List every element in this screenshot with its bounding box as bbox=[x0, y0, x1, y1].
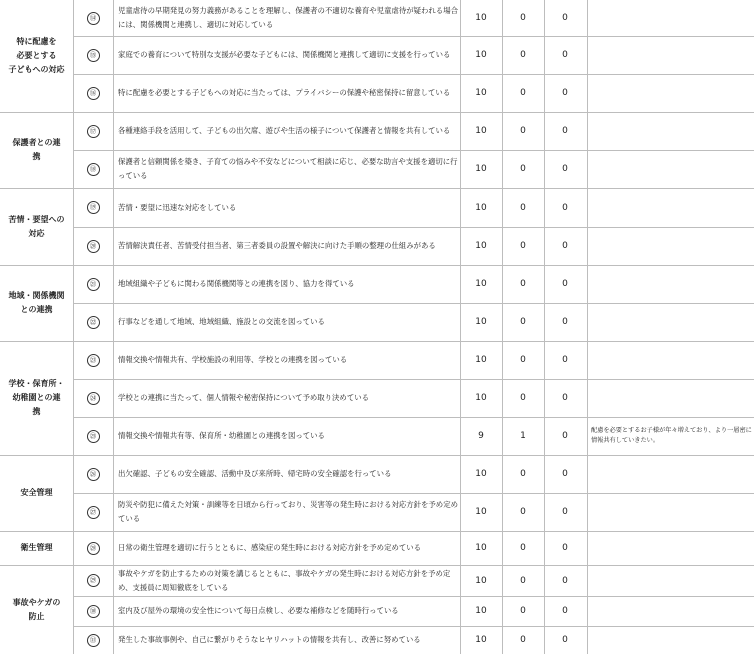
count-no: 0 bbox=[520, 126, 526, 136]
item-number bbox=[74, 36, 112, 74]
count-unknown: 0 bbox=[562, 469, 568, 479]
count-yes: 10 bbox=[475, 126, 487, 136]
count-unknown: 0 bbox=[562, 50, 568, 60]
item-number-text: ⑱ bbox=[87, 163, 100, 176]
item-text: 室内及び屋外の環境の安全性について毎日点検し、必要な補修などを随時行っている bbox=[118, 606, 399, 615]
comment-cell bbox=[591, 0, 754, 36]
item-number-text: ㉓ bbox=[87, 354, 100, 367]
count-yes: 10 bbox=[475, 317, 487, 327]
item-text: 出欠確認、子どもの安全確認、活動中及び来所時、帰宅時の安全確認を行っている bbox=[118, 469, 392, 478]
comment-cell bbox=[591, 455, 754, 493]
comment-cell bbox=[591, 188, 754, 227]
item-number bbox=[74, 596, 112, 626]
item-number bbox=[74, 565, 112, 596]
count-unknown: 0 bbox=[562, 606, 568, 616]
count-no: 0 bbox=[520, 469, 526, 479]
count-yes: 10 bbox=[475, 635, 487, 645]
item-text: 行事などを通して地域、地域組織、施設との交流を図っている bbox=[118, 317, 325, 326]
item-number bbox=[74, 303, 112, 341]
item-number-text: ⑭ bbox=[87, 12, 100, 25]
item-number bbox=[74, 531, 112, 565]
comment-cell bbox=[591, 36, 754, 74]
count-unknown: 0 bbox=[562, 88, 568, 98]
count-no: 0 bbox=[520, 317, 526, 327]
count-unknown: 0 bbox=[562, 13, 568, 23]
item-number-text: ㉒ bbox=[87, 316, 100, 329]
item-number bbox=[74, 188, 112, 227]
item-number-text: ⑰ bbox=[87, 125, 100, 138]
item-text: 各種連絡手段を活用して、子どもの出欠席、遊びや生活の様子について保護者と情報を共有している bbox=[118, 126, 451, 135]
count-yes: 10 bbox=[475, 469, 487, 479]
comment-cell bbox=[591, 596, 754, 626]
item-number bbox=[74, 0, 112, 36]
item-number-text: ㉛ bbox=[87, 634, 100, 647]
item-text: 家庭での養育について特別な支援が必要な子どもには、関係機関と連携して適切に支援を行っている bbox=[118, 50, 451, 59]
count-no: 0 bbox=[520, 50, 526, 60]
category-label: 苦情・要望への 対応 bbox=[8, 214, 65, 238]
count-no: 0 bbox=[520, 575, 526, 586]
comment-cell bbox=[591, 379, 754, 417]
comment-cell bbox=[591, 303, 754, 341]
category-label: 保護者との連 携 bbox=[12, 138, 61, 161]
item-text: 特に配慮を必要とする子どもへの対応に当たっては、プライバシーの保護や秘密保持に留意している bbox=[118, 88, 451, 97]
item-text: 情報交換や情報共有等、保育所・幼稚園との連携を図っている bbox=[118, 431, 325, 440]
comment-cell bbox=[591, 74, 754, 112]
item-number bbox=[74, 150, 112, 188]
comment-cell bbox=[591, 341, 754, 379]
count-yes: 10 bbox=[475, 279, 487, 289]
item-text: 苦情解決責任者、苦情受付担当者、第三者委員の設置や解決に向けた手順の整理の仕組みがある bbox=[118, 241, 436, 250]
count-unknown: 0 bbox=[562, 575, 568, 586]
item-number-text: ⑯ bbox=[87, 87, 100, 100]
item-number bbox=[74, 341, 112, 379]
count-unknown: 0 bbox=[562, 317, 568, 327]
count-yes: 10 bbox=[475, 355, 487, 365]
comment-cell bbox=[591, 493, 754, 531]
count-yes: 10 bbox=[475, 13, 487, 23]
count-yes: 10 bbox=[475, 241, 487, 251]
count-no: 0 bbox=[520, 202, 526, 213]
count-unknown: 0 bbox=[562, 543, 568, 553]
count-yes: 10 bbox=[475, 50, 487, 60]
count-unknown: 0 bbox=[562, 431, 568, 441]
item-number-text: ⑳ bbox=[87, 240, 100, 253]
count-no: 0 bbox=[520, 606, 526, 616]
item-number-text: ⑮ bbox=[87, 49, 100, 62]
count-yes: 10 bbox=[475, 575, 487, 586]
item-number-text: ㉖ bbox=[87, 468, 100, 481]
count-unknown: 0 bbox=[562, 279, 568, 289]
count-no: 0 bbox=[520, 507, 526, 517]
comment-cell bbox=[591, 565, 754, 596]
item-text: 発生した事故事例や、自己に繋がりそうなヒヤリハットの情報を共有し、改善に努めている bbox=[118, 635, 421, 644]
item-text: 地域組織や子どもに関わる関係機関等との連携を図り、協力を得ている bbox=[118, 279, 355, 288]
count-yes: 10 bbox=[475, 202, 487, 213]
item-number-text: ㉗ bbox=[87, 506, 100, 519]
category-label: 衛生管理 bbox=[20, 543, 53, 552]
comment-cell bbox=[591, 227, 754, 265]
item-number bbox=[74, 455, 112, 493]
item-number-text: ㉑ bbox=[87, 278, 100, 291]
item-number bbox=[74, 417, 112, 455]
item-text: 事故やケガを防止するための対策を講じるとともに、事故やケガの発生時における対応方針を予め定め、支援員に周知徹底をしている bbox=[118, 568, 451, 592]
comment-cell bbox=[591, 265, 754, 303]
category-label: 学校・保育所・ 幼稚園との連 携 bbox=[8, 379, 65, 416]
item-number-text: ㉘ bbox=[87, 542, 100, 555]
count-yes: 9 bbox=[478, 431, 484, 441]
grid-line bbox=[587, 0, 588, 654]
grid-line bbox=[113, 0, 114, 654]
category-label: 安全管理 bbox=[20, 488, 53, 497]
item-number bbox=[74, 379, 112, 417]
comment-cell bbox=[591, 150, 754, 188]
count-unknown: 0 bbox=[562, 202, 568, 213]
count-no: 0 bbox=[520, 355, 526, 365]
count-yes: 10 bbox=[475, 606, 487, 616]
count-no: 0 bbox=[520, 88, 526, 98]
item-number bbox=[74, 112, 112, 150]
item-text: 防災や防犯に備えた対策・訓練等を日頃から行っており、災害等の発生時における対応方針を予め定めている bbox=[118, 500, 458, 523]
count-no: 0 bbox=[520, 164, 526, 174]
item-number bbox=[74, 265, 112, 303]
count-no: 1 bbox=[520, 431, 526, 441]
comment-cell bbox=[591, 112, 754, 150]
item-number-text: ㉔ bbox=[87, 392, 100, 405]
count-unknown: 0 bbox=[562, 507, 568, 517]
count-yes: 10 bbox=[475, 507, 487, 517]
comment-cell bbox=[591, 626, 754, 654]
count-unknown: 0 bbox=[562, 164, 568, 174]
count-yes: 10 bbox=[475, 88, 487, 98]
count-yes: 10 bbox=[475, 543, 487, 553]
category-label: 事故やケガの 防止 bbox=[12, 597, 61, 621]
count-unknown: 0 bbox=[562, 355, 568, 365]
count-unknown: 0 bbox=[562, 393, 568, 403]
item-number bbox=[74, 227, 112, 265]
count-no: 0 bbox=[520, 279, 526, 289]
count-no: 0 bbox=[520, 13, 526, 23]
item-number bbox=[74, 493, 112, 531]
category-label: 特に配慮を 必要とする 子どもへの対応 bbox=[8, 37, 65, 74]
item-text: 児童虐待の早期発見の努力義務があることを理解し、保護者の不適切な養育や児童虐待が疑われる場合には、関係機関と連携し、適切に対応している bbox=[118, 6, 458, 29]
count-unknown: 0 bbox=[562, 635, 568, 645]
count-no: 0 bbox=[520, 543, 526, 553]
count-unknown: 0 bbox=[562, 126, 568, 136]
category-label: 地域・関係機関 との連携 bbox=[8, 291, 65, 314]
item-text: 情報交換や情報共有、学校施設の利用等、学校との連携を図っている bbox=[118, 355, 348, 364]
count-yes: 10 bbox=[475, 164, 487, 174]
count-unknown: 0 bbox=[562, 241, 568, 251]
item-number-text: ㉚ bbox=[87, 605, 100, 618]
item-number bbox=[74, 74, 112, 112]
count-no: 0 bbox=[520, 241, 526, 251]
item-number bbox=[74, 626, 112, 654]
item-number-text: ㉙ bbox=[87, 574, 100, 587]
comment-cell bbox=[591, 531, 754, 565]
item-text: 保護者と信頼関係を築き、子育ての悩みや不安などについて相談に応じ、必要な助言や支援を適切に行っている bbox=[118, 157, 458, 180]
item-text: 学校との連携に当たって、個人情報や秘密保持について予め取り決めている bbox=[118, 393, 369, 402]
count-no: 0 bbox=[520, 393, 526, 403]
count-yes: 10 bbox=[475, 393, 487, 403]
item-number-text: ㉕ bbox=[87, 430, 100, 443]
count-no: 0 bbox=[520, 635, 526, 645]
comment-cell: 配慮を必要とするお子様が年々増えており、より一層密に情報共有していきたい。 bbox=[591, 427, 752, 444]
item-text: 日常の衛生管理を適切に行うとともに、感染症の発生時における対応方針を予め定めている bbox=[118, 543, 422, 552]
item-text: 苦情・要望に迅速な対応をしている bbox=[118, 202, 237, 212]
item-number-text: ⑲ bbox=[87, 201, 100, 214]
